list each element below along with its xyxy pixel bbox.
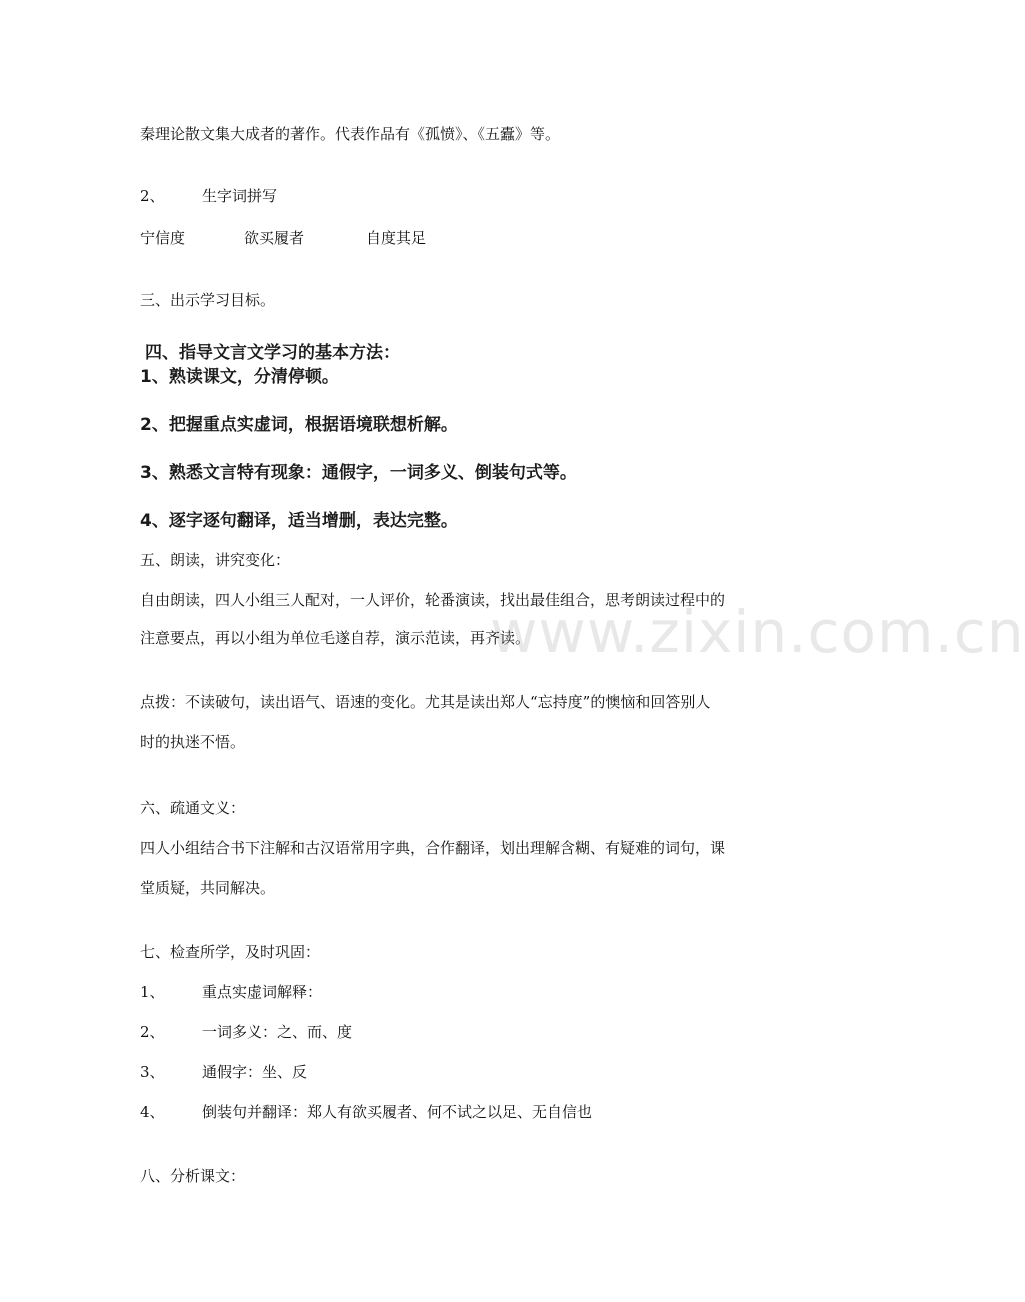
check-item-4-text: 倒装句并翻译：郑人有欲买履者、何不试之以足、无自信也: [202, 1103, 593, 1121]
check-item-1: [140, 982, 322, 1002]
check-item-3-num: 3、: [140, 1063, 165, 1081]
spelling-words: [140, 228, 426, 248]
method-item-1: 1、熟读课文，分清停顿。: [140, 367, 339, 387]
check-item-1-num: 1、: [140, 983, 165, 1001]
section-7-heading: 七、检查所学，及时巩固：: [140, 943, 321, 961]
tip-line-1: 点拨：不读破句，读出语气、语速的变化。尤其是读出郑人“忘持度”的懊恼和回答别人: [140, 693, 711, 711]
section-5-para-line-1: 自由朗读，四人小组三人配对，一人评价，轮番演读，找出最佳组合，思考朗读过程中的: [140, 591, 726, 609]
word-1: 宁信度: [140, 229, 186, 247]
section-5-para-line-2: 注意要点，再以小组为单位毛遂自荐，演示范读，再齐读。: [140, 629, 531, 647]
section-5-heading: 五、朗读，讲究变化：: [140, 551, 291, 569]
check-item-2-num: 2、: [140, 1023, 165, 1041]
check-item-1-text: 重点实虚词解释：: [202, 983, 323, 1001]
intro-tail-text: 秦理论散文集大成者的著作。代表作品有《孤愤》、《五蠹》等。: [140, 125, 561, 143]
method-item-3: 3、熟悉文言特有现象：通假字，一词多义、倒装句式等。: [140, 463, 577, 483]
check-item-4: [140, 1102, 592, 1122]
section-8-heading: 八、分析课文：: [140, 1167, 246, 1185]
spelling-num: 2、: [140, 187, 165, 205]
watermark: www.zixin.com.cn: [490, 598, 1025, 666]
section-6-line-1: 四人小组结合书下注解和古汉语常用字典，合作翻译，划出理解含糊、有疑难的词句，课: [140, 839, 726, 857]
tip-line-2: 时的执迷不悟。: [140, 733, 246, 751]
check-item-3-text: 通假字：坐、反: [202, 1063, 308, 1081]
check-item-2-text: 一词多义：之、而、度: [202, 1023, 353, 1041]
section-3-heading: 三、出示学习目标。: [140, 291, 276, 309]
method-title: 四、指导文言文学习的基本方法：: [145, 343, 400, 363]
check-item-3: [140, 1062, 307, 1082]
check-item-4-num: 4、: [140, 1103, 165, 1121]
check-item-2: [140, 1022, 352, 1042]
word-3: 自度其足: [366, 229, 427, 247]
section-6-heading: 六、疏通文义：: [140, 799, 246, 817]
spelling-title: 生字词拼写: [202, 187, 278, 205]
spelling-heading: [140, 186, 277, 206]
word-2: 欲买履者: [244, 229, 305, 247]
method-item-2: 2、把握重点实虚词，根据语境联想析解。: [140, 415, 458, 435]
section-6-line-2: 堂质疑，共同解决。: [140, 879, 276, 897]
method-item-4: 4、逐字逐句翻译，适当增删，表达完整。: [140, 511, 458, 531]
